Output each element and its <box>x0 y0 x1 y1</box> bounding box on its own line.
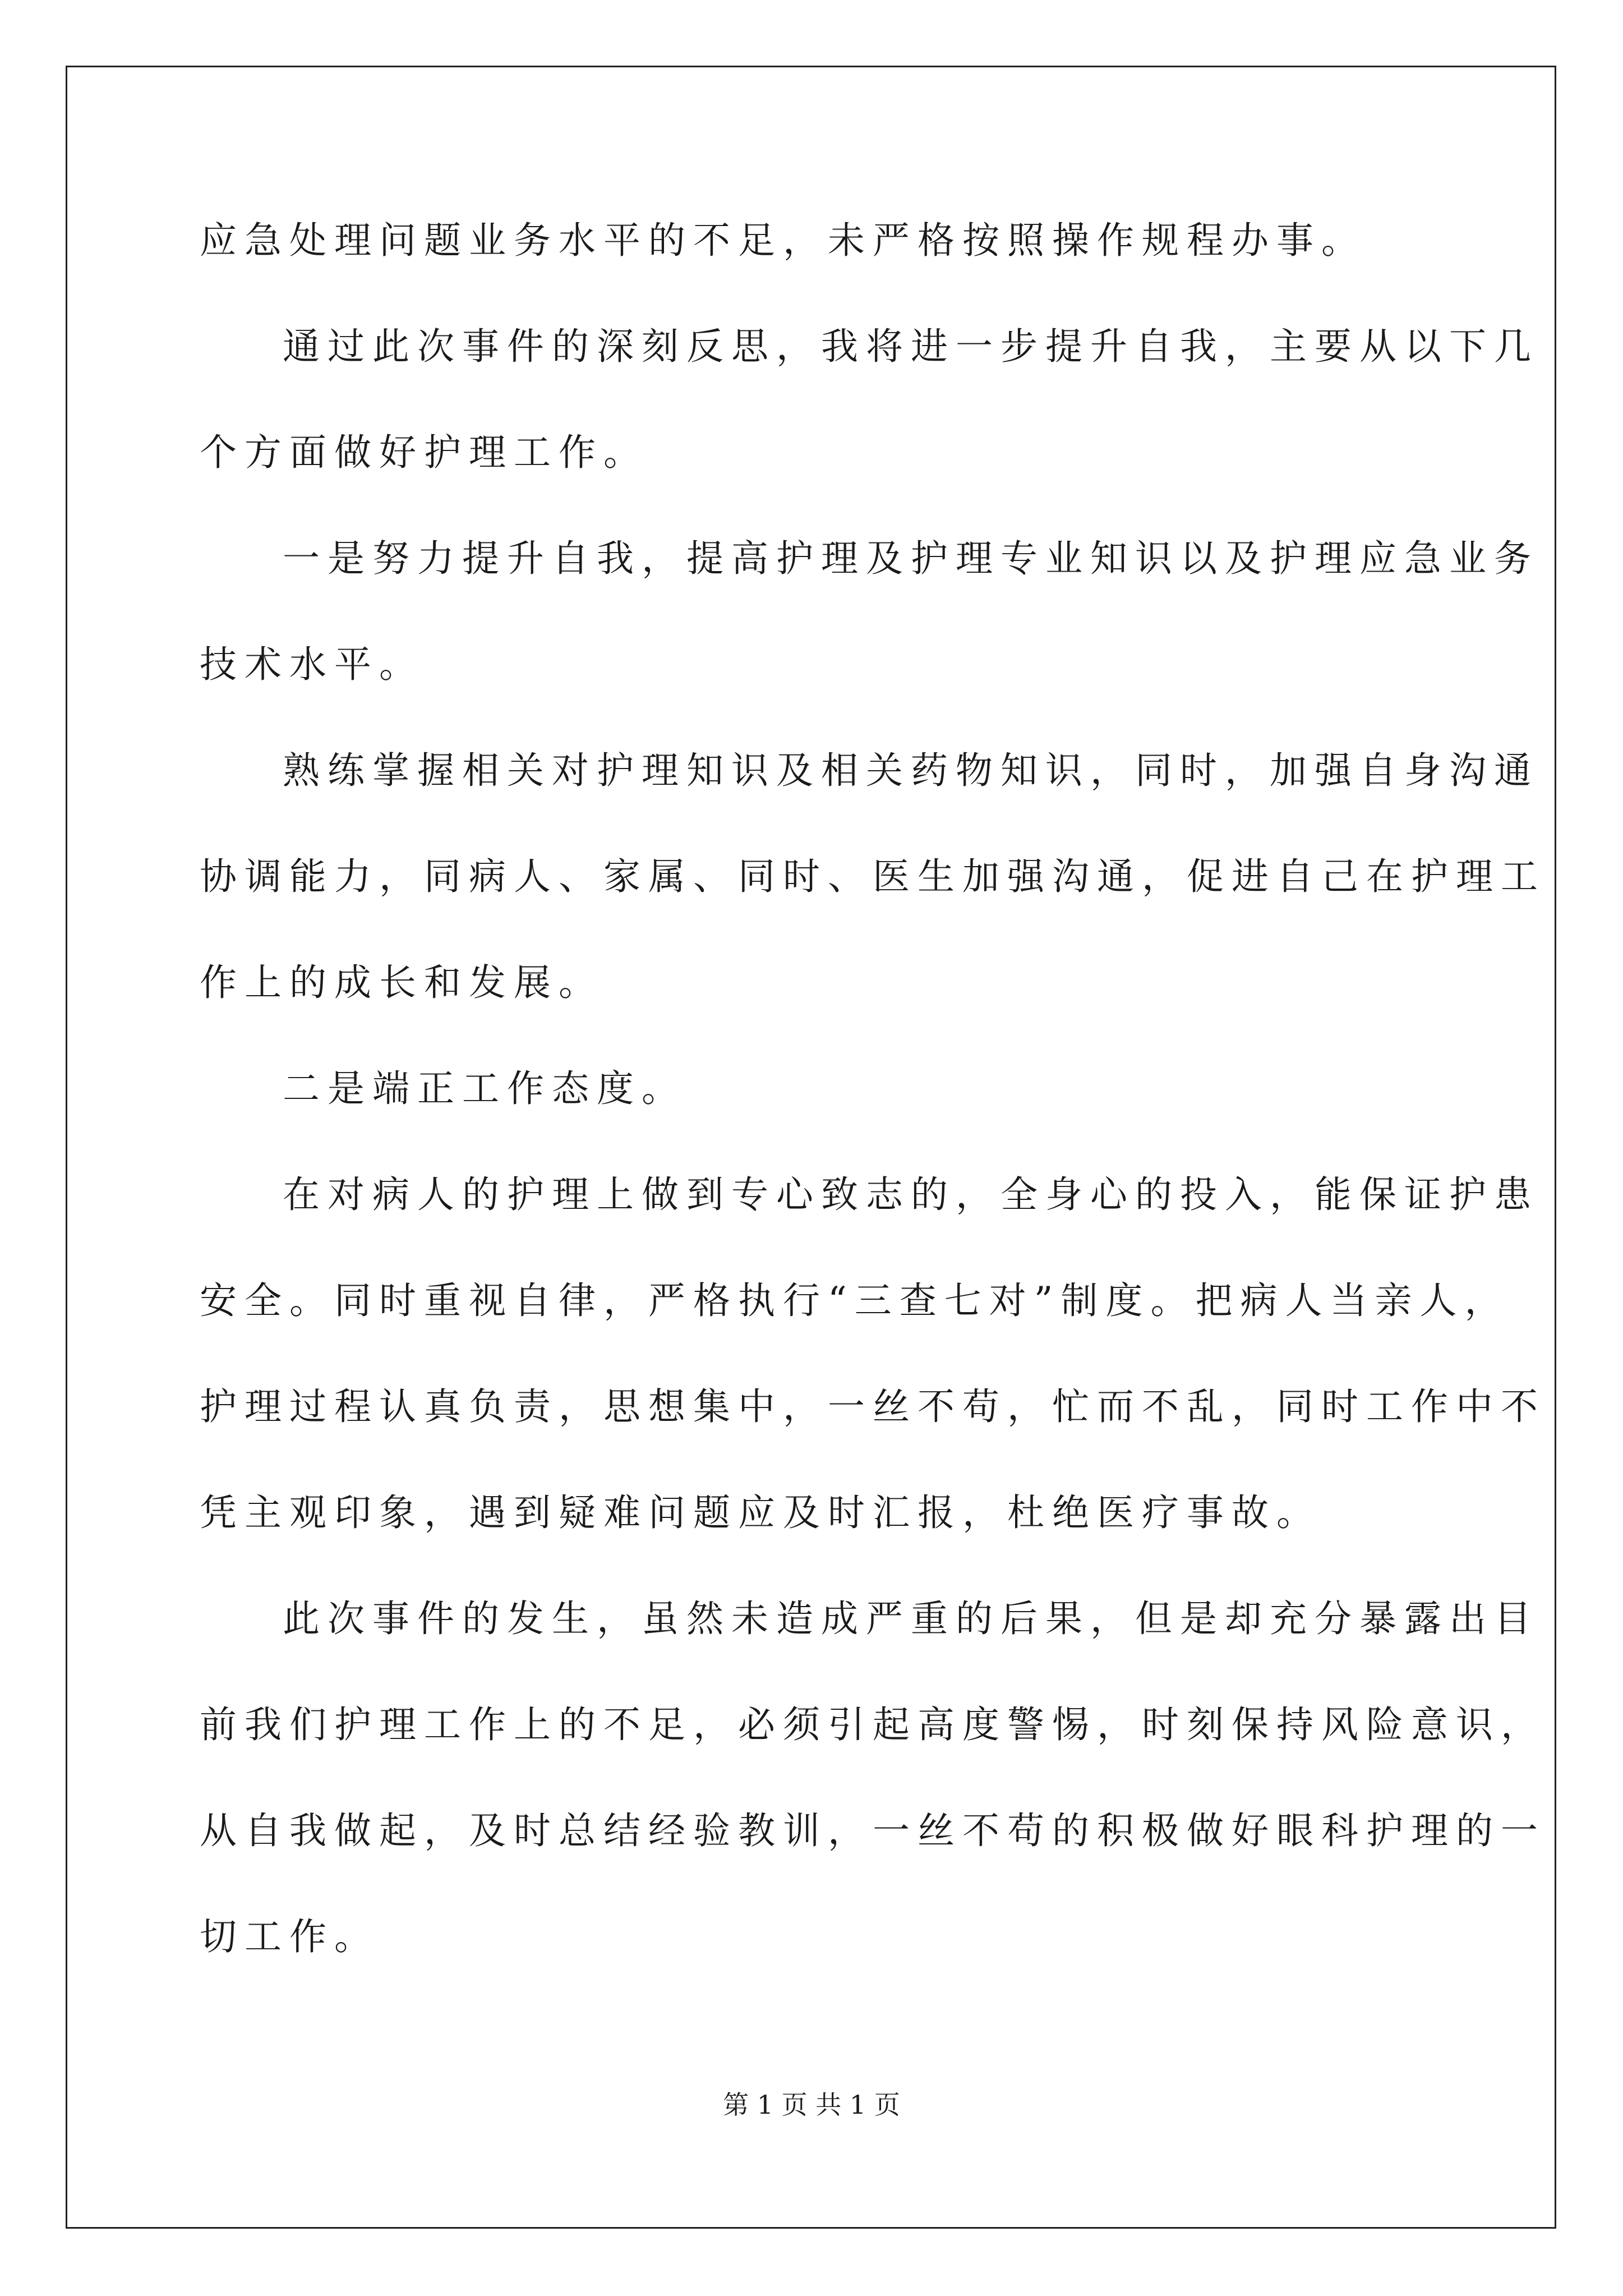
text-line: 从自我做起，及时总结经验教训，一丝不苟的积极做好眼科护理的一 <box>200 1809 1546 1852</box>
page-number-footer: 第 1 页 共 1 页 <box>723 2090 900 2120</box>
text-line: 安全。同时重视自律，严格执行“三查七对”制度。把病人当亲人， <box>200 1279 1510 1322</box>
text-line: 通过此次事件的深刻反思，我将进一步提升自我，主要从以下几 <box>283 325 1539 368</box>
text-line: 个方面做好护理工作。 <box>200 431 648 474</box>
text-line: 切工作。 <box>200 1915 379 1958</box>
text-line: 技术水平。 <box>200 643 424 686</box>
text-line: 护理过程认真负责，思想集中，一丝不苟，忙而不乱，同时工作中不 <box>200 1385 1546 1428</box>
text-line: 熟练掌握相关对护理知识及相关药物知识，同时，加强自身沟通 <box>283 749 1539 792</box>
text-line: 此次事件的发生，虽然未造成严重的后果，但是却充分暴露出目 <box>283 1597 1539 1640</box>
text-line: 一是努力提升自我，提高护理及护理专业知识以及护理应急业务 <box>283 537 1539 580</box>
document-body <box>200 210 1546 2012</box>
text-line: 在对病人的护理上做到专心致志的，全身心的投入，能保证护患 <box>283 1173 1539 1216</box>
text-line: 作上的成长和发展。 <box>200 961 603 1004</box>
text-line: 应急处理问题业务水平的不足，未严格按照操作规程办事。 <box>200 219 1366 262</box>
text-line: 凭主观印象，遇到疑难问题应及时汇报，杜绝医疗事故。 <box>200 1491 1321 1534</box>
text-line: 前我们护理工作上的不足，必须引起高度警惕，时刻保持风险意识， <box>200 1703 1546 1746</box>
text-line: 二是端正工作态度。 <box>283 1067 686 1110</box>
text-line: 协调能力，同病人、家属、同时、医生加强沟通，促进自己在护理工 <box>200 855 1546 898</box>
